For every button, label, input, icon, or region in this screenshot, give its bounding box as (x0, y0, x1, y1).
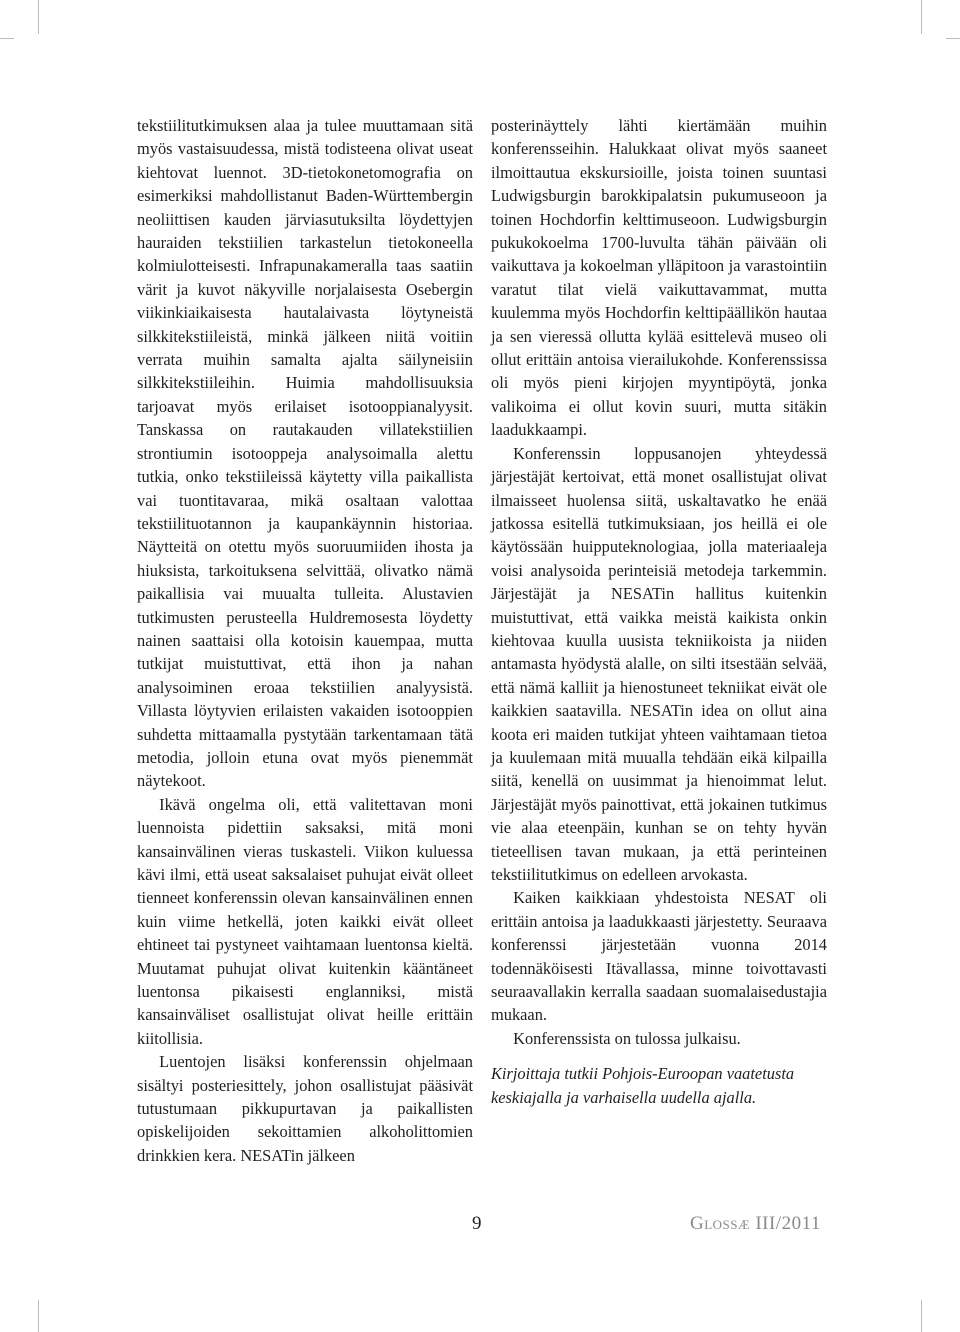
crop-mark-top-left-h (0, 38, 14, 39)
paragraph: Konferenssista on tulossa julkaisu. (513, 1028, 741, 1048)
author-byline: Kirjoittaja tutkii Pohjois-Euroopan vaatetusta keskiajalla ja varhaisella uudella ajalla. (491, 1064, 795, 1107)
right-column (491, 114, 827, 1109)
paragraph: Kaiken kaikkiaan yhdestoista NESAT oli erittäin antoisa ja laadukkaasti järjestetty. Seuraava konferenssi järjestetään vuonna 2014 todennäköisesti Itävallassa, minne toivottavasti seuraavallakin kerralla saadaan suomalaisedustajia mukaan. (491, 888, 827, 1025)
page-number: 9 (472, 1213, 482, 1234)
paragraph: Ikävä ongelma oli, että valitettavan moni luennoista pidettiin saksaksi, mitä moni kansainvälinen vieras tuskasteli. Viikon kuluessa kävi ilmi, että useat saksalaiset puhujat eivät olleet tienneet konferenssin olevan kansainvälinen ennen kuin viime hetkellä, joten kaikki eivät olleet ehtineet tai pystyneet vaihtamaan luentonsa kieltä. Muutamat puhujat olivat kuitenkin kääntäneet luentonsa pikaisesti englanniksi, mistä kansainväliset osallistujat olivat heille erittäin kiitollisia. (137, 794, 473, 1048)
crop-mark-top-right-h (946, 38, 960, 39)
crop-mark-top-right (921, 0, 922, 34)
left-column (137, 114, 473, 1167)
paragraph: Konferenssin loppusanojen yhteydessä järjestäjät kertoivat, että monet osallistujat olivat ilmaisseet huolensa siitä, uskaltavatko he enää jatkossa esitellä tutkimuksiaan, jos heillä ei ole käytössään huipputeknologiaa, jolla materiaaleja voisi analysoida perinteisiä metodeja tarkemmin. Järjestäjät ja NESATin hallitus kuitenkin muistuttivat, että vaikka meistä kaikista onkin kiehtovaa kuulla uusista tekniikoista ja niiden antamasta hyödystä alalle, on silti itsestään selvää, että nämä kalliit ja hienostuneet tekniikat eivät ole kaikkien saatavilla. NESATin idea on ollut aina koota eri maiden tutkijat yhteen vaihtamaan tietoa ja kuulemaan mitä muualla tehdään eikä kilpailla siitä, kenellä on uusimmat ja hienoimmat lelut. Järjestäjät myös painottivat, että jokainen tutkimus vie alaa eteenpäin, kunhan se on tehty hyvän tieteellisen tavan mukaan, ja että perinteinen tekstiilitutkimus on edelleen arvokasta. (491, 443, 827, 884)
paragraph: Luentojen lisäksi konferenssin ohjelmaan sisältyi posteriesittely, johon osallistujat pääsivät tutustumaan pikkupurtavan ja paikallisten opiskelijoiden sekoittamien alkoholittomien drinkkien kera. NESATin jälkeen (137, 1052, 473, 1165)
crop-mark-bottom-left (38, 1300, 39, 1332)
paragraph: posterinäyttely lähti kiertämään muihin konferensseihin. Halukkaat olivat myös saaneet ilmoittautua ekskursioille, joista toinen suuntasi Ludwigsburgin barokkipalatsin pukumuseoon ja toinen Hochdorfin kelttimuseoon. Ludwigsburgin pukukokoelma 1700-luvulta tähän päivään oli vaikuttava ja kokoelman ylläpitoon ja varastointiin varatut tilat vielä vaikuttavammat, mutta kuulemma myös Hochdorfin kelttipäällikön hautaa ja sen vieressä ollutta kylää esittelevä museo oli ollut erittäin antoisa vierailukohde. Konferenssissa oli myös pieni kirjojen myyntipöytä, jonka valikoima ei ollut kovin suuri, mutta sitäkin laadukkaampi. (491, 116, 827, 440)
crop-mark-top-left (38, 0, 39, 34)
journal-title: Glossæ III/2011 (690, 1213, 821, 1234)
paragraph: tekstiilitutkimuksen alaa ja tulee muuttamaan sitä myös vastaisuudessa, mistä todisteena olivat useat kiehtovat luennot. 3D-tietokonetomografia on esimerkiksi mahdollistanut Baden-Württembergin neoliittisen kauden järviasutuksilta löydettyjen hauraiden tekstiilien tarkastelun tietokoneella kolmiulotteisesti. Infrapunakameralla taas saatiin värit ja kuvot näkyville norjalaisesta Osebergin viikinkiaikaisesta hautalaivasta löytyneistä silkkitekstiileistä, minkä jälkeen niitä voitiin verrata muihin samalta ajalta säilyneisiin silkkitekstiileihin. Huimia mahdollisuuksia tarjoavat myös erilaiset isotooppianalyysit. Tanskassa on rautakauden villatekstiilien strontiumin isotooppeja analysoimalla alettu tutkia, onko tekstiileissä käytetty villa paikallista vai tuontitavaraa, mikä osaltaan valottaa tekstiilituotannon ja kaupankäynnin historiaa. Näytteitä on otettu myös suoruumiiden ihosta ja hiuksista, tarkoituksena selvittää, olivatko nämä paikallisia vai muualta tulleita. Alustavien tutkimusten perusteella Huldremosesta löydetty nainen saattaisi olla kotoisin kauempaa, mutta tutkijat muistuttivat, että ihon ja nahan analysoiminen eroaa tekstiilien analyysistä. Villasta löytyvien erilaisten vakaiden isotooppien suhdetta mittaamalla pystytään tarkentamaan tätä metodia, jolloin etuna ovat myös pienemmät näytekoot. (137, 116, 473, 791)
crop-mark-bottom-right (921, 1300, 922, 1332)
